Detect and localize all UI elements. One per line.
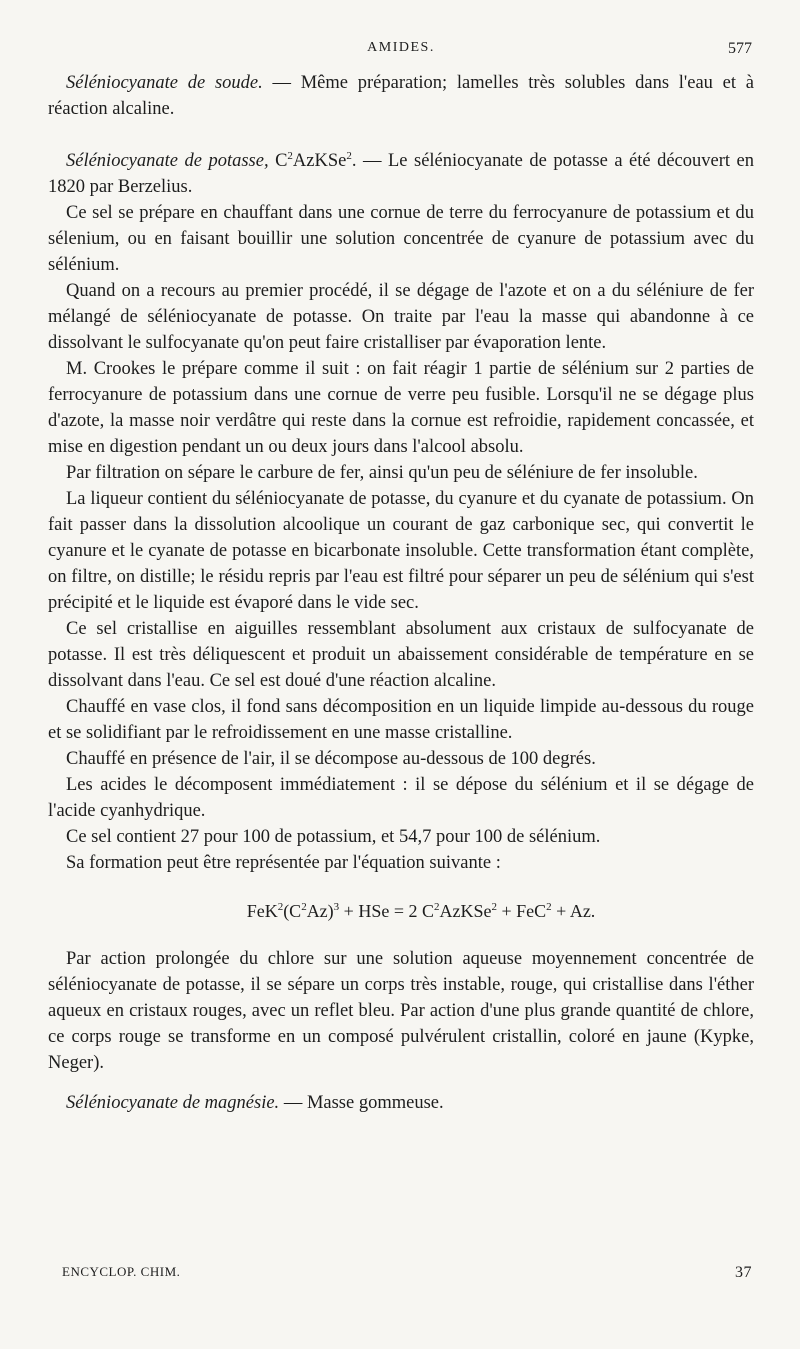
body-text <box>48 70 754 1116</box>
paragraph-selenio-soude: Séléniocyanate de soude. — Même préparation; lamelles très solubles dans l'eau et à réaction alcaline. <box>48 73 754 119</box>
paragraph-presence-air: Chauffé en présence de l'air, il se décompose au-dessous de 100 degrés. <box>66 749 596 769</box>
paragraph-selenio-magnesie: Séléniocyanate de magnésie. — Masse gommeuse. <box>66 1093 444 1113</box>
paragraph-crookes: M. Crookes le prépare comme il suit : on fait réagir 1 partie de sélénium sur 2 parties de ferrocyanure de potassium dans une cornue de verre peu fusible. Lorsqu'il ne se dégage plus d'azote, la masse noir verdâtre qui reste dans la cornue est refroidie, rapidement concassée, et mise en digestion pendant un ou deux jours dans l'alcool absolu. <box>48 359 754 457</box>
chemical-equation: $FeK^2(C^2Az)^3$ + HSe = 2 $C^2AzKSe^2 + FeC^2 + Az$. <box>246 901 596 921</box>
term-selenio-magnesie: Séléniocyanate de magnésie. <box>66 1093 280 1113</box>
paragraph-equation-intro: Sa formation peut être représentée par l'équation suivante : <box>66 853 501 873</box>
footer-sheet-number: 37 <box>735 1264 752 1281</box>
paragraph-liqueur: La liqueur contient du séléniocyanate de potasse, du cyanure et du cyanate de potassium. On fait passer dans la dissolution alcoolique un courant de gaz carbonique sec, qui convertit le cyanure et le cyanate de potasse en bicarbonate insoluble. Cette transformation étant complète, on filtre, on distille; le résidu repris par l'eau est filtré pour séparer un peu de sélénium qui s'est précipité et le liquide est évaporé dans le vide sec. <box>48 489 754 613</box>
term-selenio-potasse: Séléniocyanate de potasse, <box>66 151 269 171</box>
paragraph-cristallisation: Ce sel cristallise en aiguilles ressemblant absolument aux cristaux de sulfocyanate de potasse. Il est très déliquescent et produit un abaissement considérable de température en se dissolvant dans l'eau. Ce sel est doué d'une réaction alcaline. <box>48 619 754 691</box>
paragraph-premier-procede: Quand on a recours au premier procédé, il se dégage de l'azote et on a du séléniure de fer mélangé de séléniocyanate de potasse. On traite par l'eau la masse qui abandonne à ce dissolvant le sulfocyanate qu'on peut faire cristalliser par évaporation lente. <box>48 281 754 353</box>
page-footer <box>62 1264 752 1286</box>
page-number: 577 <box>728 40 752 57</box>
footer-signature: ENCYCLOP. CHIM. <box>62 1264 181 1279</box>
term-selenio-soude: Séléniocyanate de soude. <box>66 73 263 93</box>
paragraph-chlore: Par action prolongée du chlore sur une solution aqueuse moyennement concentrée de séléniocyanate de potasse, il se sépare un corps très instable, rouge, qui cristallise dans l'éther aqueux en cristaux rouges, avec un reflet bleu. Par action d'une plus grande quantité de chlore, ce corps rouge se transforme en un composé pulvérulent cristallin, coloré en jaune (Kypke, Neger). <box>48 949 754 1073</box>
running-title: AMIDES. <box>367 40 435 55</box>
paragraph-vase-clos: Chauffé en vase clos, il fond sans décomposition en un liquide limpide au-dessous du rouge et se solidifiant par le refroidissement en une masse cristalline. <box>48 697 754 743</box>
paragraph-selenio-potasse: Séléniocyanate de potasse, $C^2AzKSe^2$. — Le séléniocyanate de potasse a été découvert en 1820 par Berzelius. <box>48 149 754 197</box>
paragraph-filtration: Par filtration on sépare le carbure de fer, ainsi qu'un peu de séléniure de fer insoluble. <box>66 463 698 483</box>
paragraph-composition: Ce sel contient 27 pour 100 de potassium, et 54,7 pour 100 de sélénium. <box>66 827 601 847</box>
paragraph-preparation: Ce sel se prépare en chauffant dans une cornue de terre du ferrocyanure de potassium et du sélenium, ou en faisant bouillir une solution concentrée de cyanure de potassium avec du sélénium. <box>48 203 754 275</box>
page-header <box>48 40 754 64</box>
paragraph-acides: Les acides le décomposent immédiatement : il se dépose du sélénium et il se dégage de l'acide cyanhydrique. <box>48 775 754 821</box>
